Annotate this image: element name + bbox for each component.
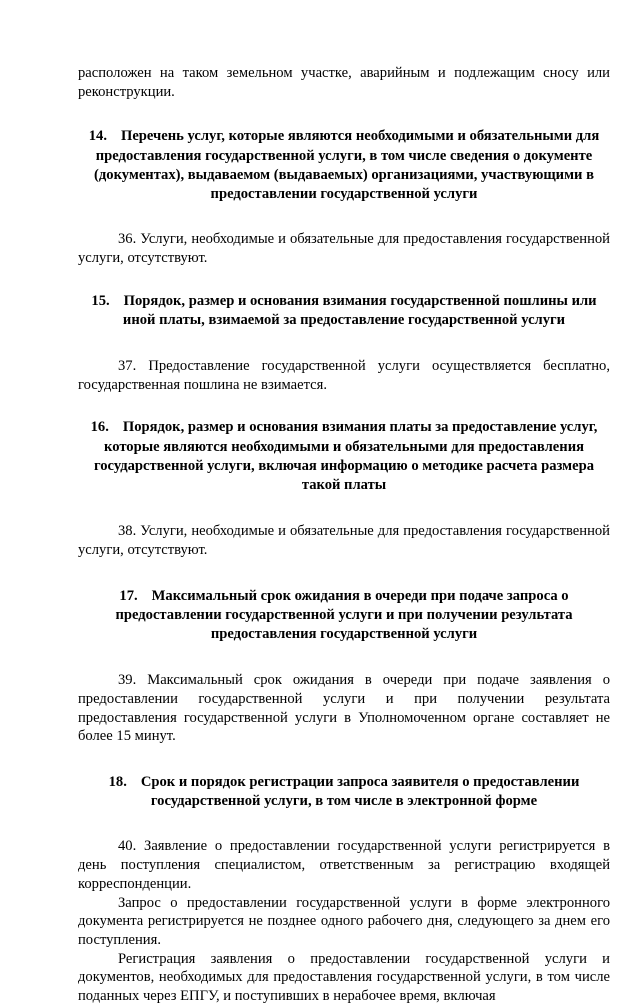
document-page xyxy=(78,64,610,1006)
section-title: Максимальный срок ожидания в очереди при подаче запроса о предоставлении государственной услуги и при получении результата предоставления государственной услуги xyxy=(115,587,573,643)
paragraph-40-registration: Регистрация заявления о предоставлении государственной услуги и документов, необходимых для предоставления государственной услуги, в том числе поданных через ЕПГУ, и поступивших в нерабочее время, включая xyxy=(78,950,610,1005)
section-heading-17 xyxy=(78,587,610,645)
section-number: 16. xyxy=(90,419,109,436)
section-title: Порядок, размер и основания взимания платы за предоставление услуг, которые являются необходимыми и обязательными для предоставления государственной услуги, включая информацию о методике расчета размера такой платы xyxy=(93,419,598,494)
paragraph-40-electronic: Запрос о предоставлении государственной услуги в форме электронного документа регистрируется не позднее одного рабочего дня, следующего за днем его поступления. xyxy=(78,894,610,948)
intro-paragraph: расположен на таком земельном участке, аварийным и подлежащим сносу или реконструкции. xyxy=(78,65,610,100)
section-number: 15. xyxy=(91,292,110,309)
section-title: Порядок, размер и основания взимания государственной пошлины или иной платы, взимаемой за предоставление государственной услуги xyxy=(122,292,597,328)
section-number: 17. xyxy=(119,587,138,604)
paragraph-40: 40. Заявление о предоставлении государственной услуги регистрируется в день поступления специалистом, ответственным за регистрацию входящей корреспонденции. xyxy=(78,838,610,892)
section-number: 18. xyxy=(108,774,127,791)
section-title: Перечень услуг, которые являются необходимыми и обязательными для предоставления государственной услуги, в том числе сведения о документе (документах), выдаваемом (выдаваемых) организациями, участвующими в предоставлении государственной услуги xyxy=(94,128,600,203)
section-heading-14 xyxy=(78,127,610,204)
paragraph-37: 37. Предоставление государственной услуги осуществляется бесплатно, государственная пошлина не взимается. xyxy=(78,358,610,393)
paragraph-36: 36. Услуги, необходимые и обязательные для предоставления государственной услуги, отсутствуют. xyxy=(78,231,610,266)
section-heading-18 xyxy=(78,773,610,811)
paragraph-38: 38. Услуги, необходимые и обязательные для предоставления государственной услуги, отсутствуют. xyxy=(78,523,610,558)
section-number: 14. xyxy=(88,128,107,145)
paragraph-39: 39. Максимальный срок ожидания в очереди при подаче заявления о предоставлении государственной услуги и при получении результата предоставления государственной услуги в Уполномоченном органе составляет не более 15 минут. xyxy=(78,672,610,745)
section-heading-16 xyxy=(78,418,610,495)
section-title: Срок и порядок регистрации запроса заявителя о предоставлении государственной услуги, в том числе в электронной форме xyxy=(140,774,580,810)
section-heading-15 xyxy=(78,292,610,330)
